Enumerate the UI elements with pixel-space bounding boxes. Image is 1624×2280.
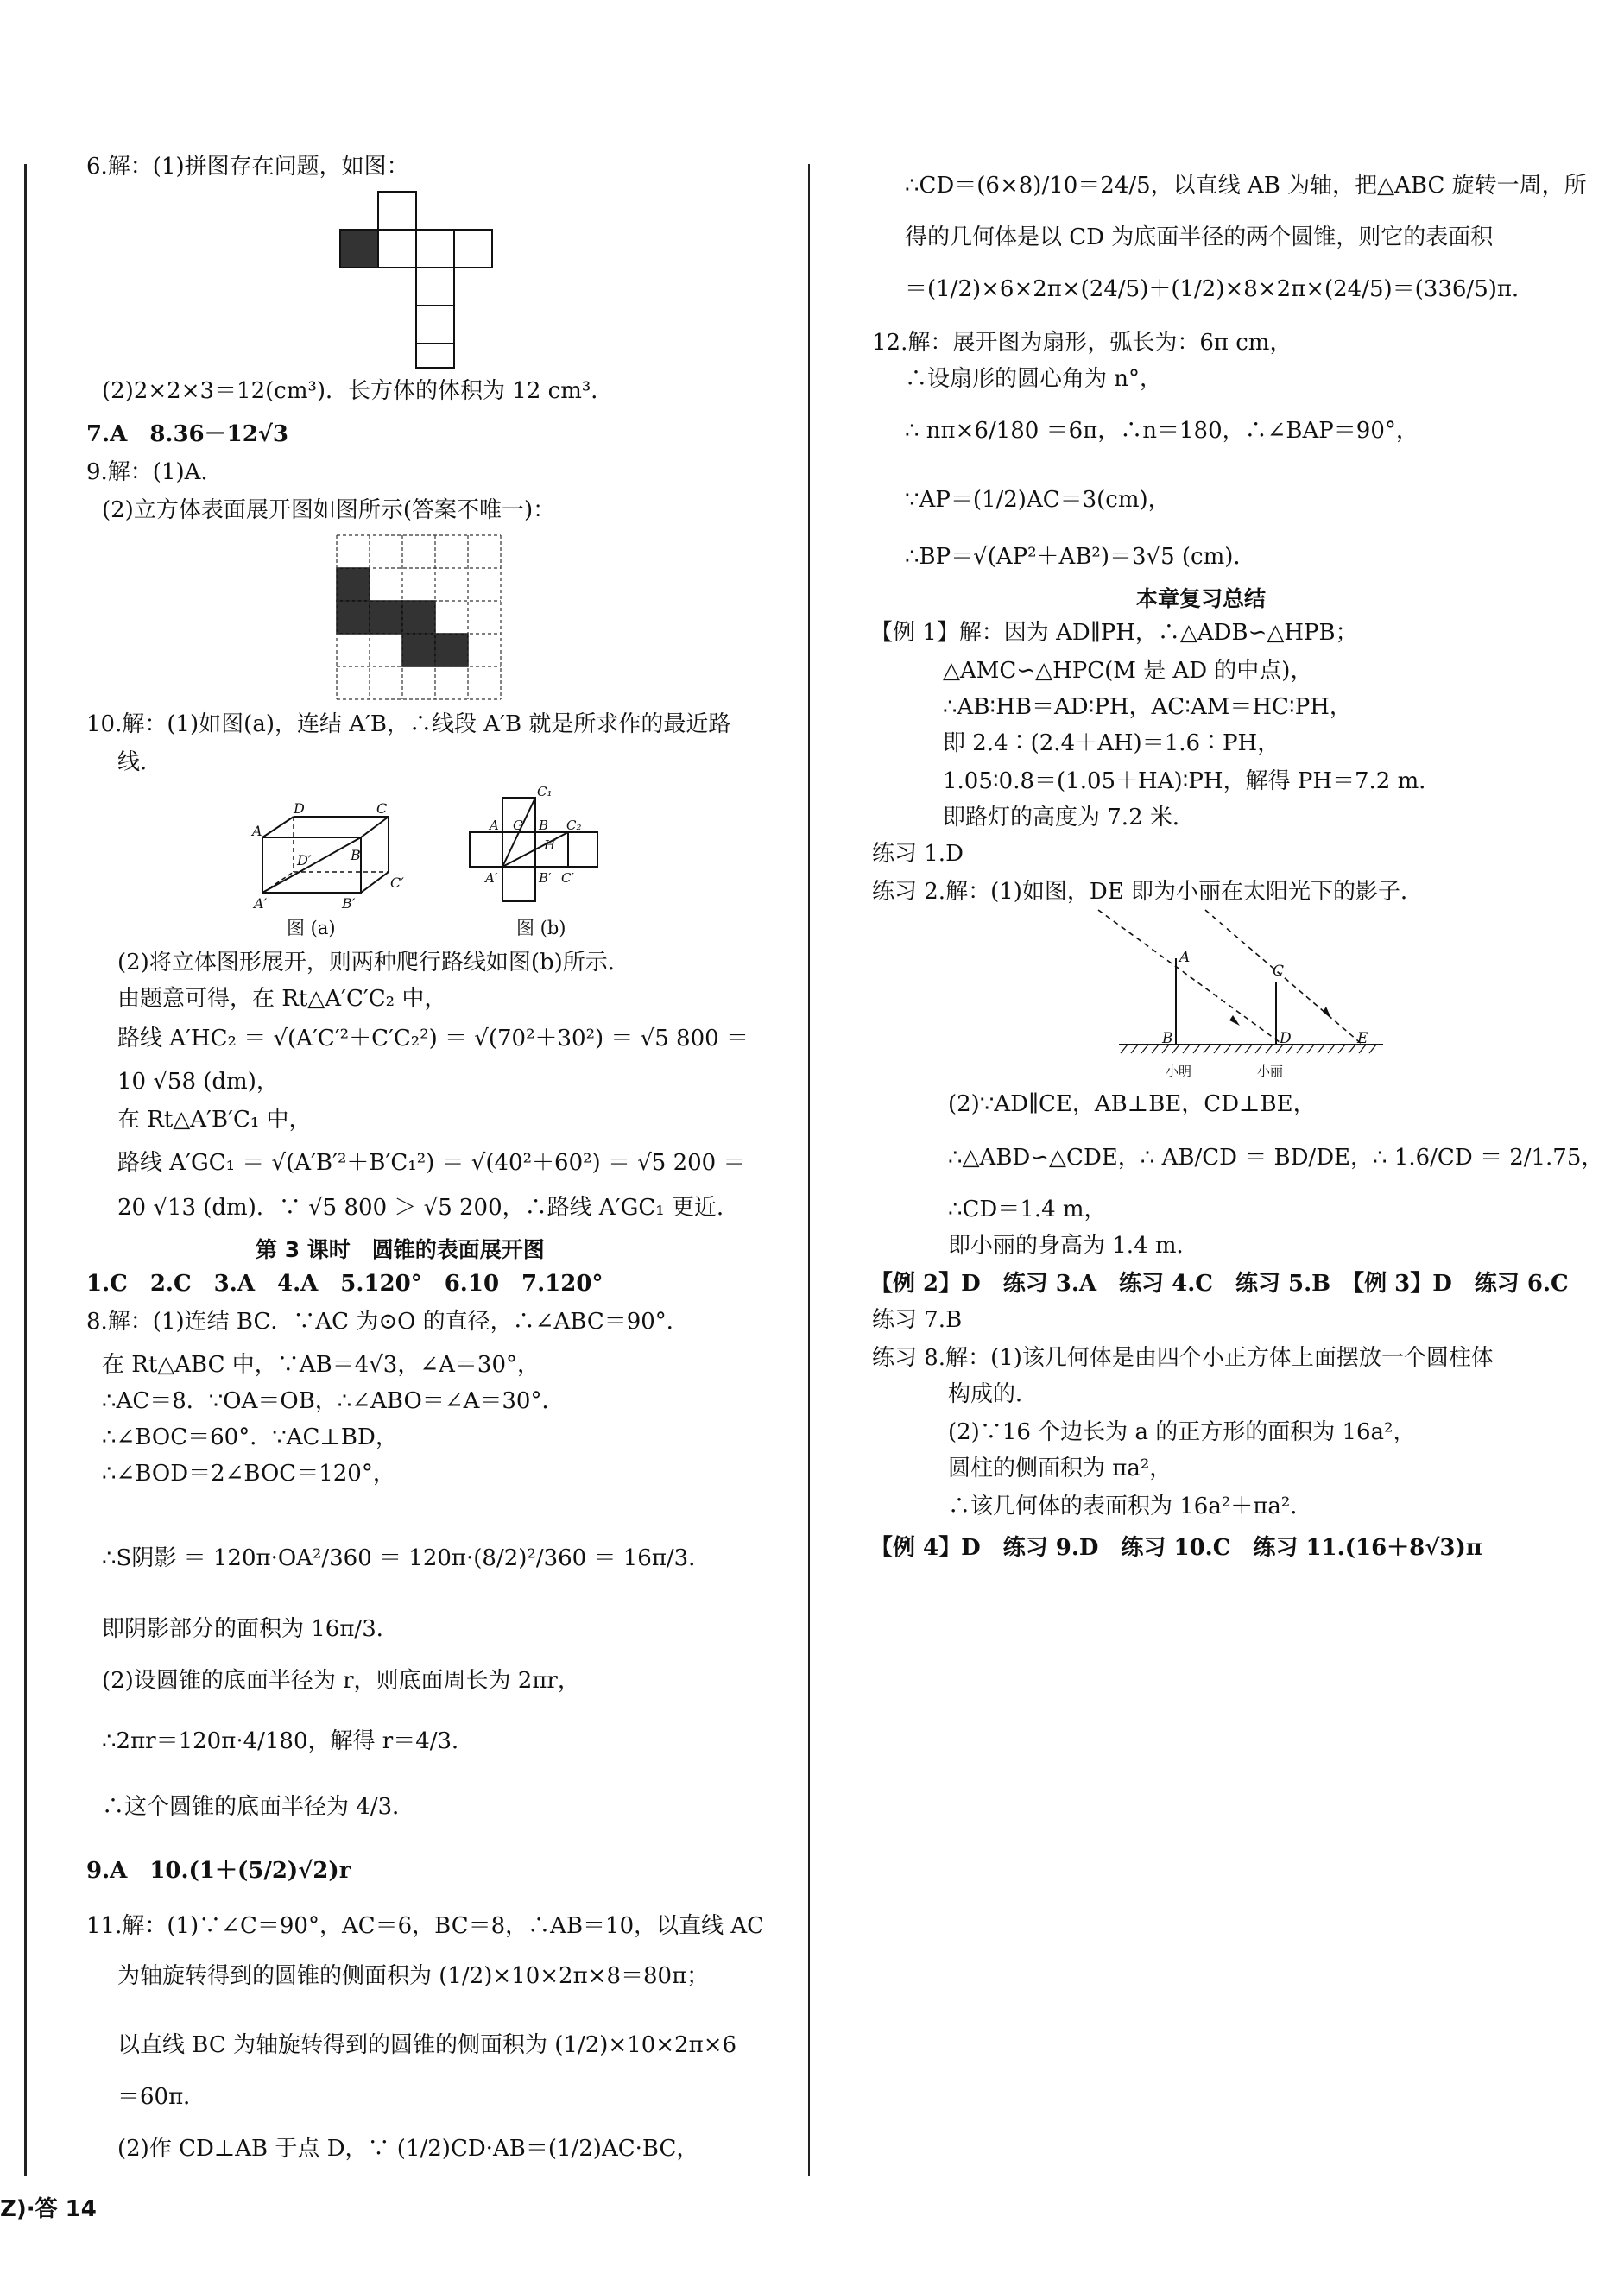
- q8-line1: 8.解：(1)连结 BC．∵AC 为⊙O 的直径，∴∠ABC＝90°．: [86, 1309, 689, 1335]
- practice7: 练习 7.B: [872, 1307, 963, 1333]
- svg-text:A: A: [490, 818, 499, 833]
- svg-text:A: A: [1179, 949, 1191, 966]
- example1-line5: 1.05∶0.8＝(1.05＋HA)∶PH，解得 PH＝7.2 m．: [943, 768, 1442, 794]
- page-footer: Z)·答 14: [0, 2196, 97, 2222]
- example1-line1: 【例 1】解：因为 AD∥PH，∴△ADB∽△HPB；: [870, 620, 1358, 646]
- practice8-line4: 圆柱的侧面积为 πa²，: [948, 1456, 1172, 1481]
- svg-text:H: H: [544, 837, 556, 853]
- practice8-line3: (2)∵16 个边长为 a 的正方形的面积为 16a²，: [948, 1419, 1416, 1445]
- q10-figure-b-caption: 图 (b): [516, 918, 566, 938]
- practice8-line5: ∴该几何体的表面积为 16a²＋πa²．: [948, 1494, 1313, 1519]
- practice2-line1: 练习 2.解：(1)如图，DE 即为小丽在太阳光下的影子．: [872, 879, 1423, 905]
- svg-text:C′: C′: [561, 870, 574, 886]
- svg-text:C: C: [376, 801, 388, 817]
- practice2-line5: 即小丽的身高为 1.4 m．: [948, 1233, 1199, 1259]
- svg-text:D′: D′: [297, 852, 312, 868]
- q10-line6: 10 √58 (dm)，: [117, 1069, 279, 1095]
- q12-line2: ∴设扇形的圆心角为 n°，: [905, 366, 1163, 392]
- chapter-summary-title: 本章复习总结: [1136, 586, 1267, 611]
- q11-line1: 11.解：(1)∵∠C＝90°，AC＝6，BC＝8，∴AB＝10，以直线 AC: [86, 1913, 765, 1939]
- svg-text:C′: C′: [390, 875, 404, 891]
- lesson3-mc-answers: 1.C 2.C 3.A 4.A 5.120° 6.10 7.120°: [86, 1271, 603, 1297]
- svg-text:B: B: [1162, 1030, 1173, 1047]
- q12-line5: ∴BP＝√(AP²＋AB²)＝3√5 (cm)．: [905, 544, 1256, 570]
- column-divider: [808, 164, 810, 2176]
- left-margin-rule: [24, 164, 27, 2176]
- label-ming: 小明: [1166, 1064, 1192, 1079]
- practice2-line2: (2)∵AD∥CE，AB⊥BE，CD⊥BE，: [948, 1091, 1316, 1117]
- example2-row: 【例 2】D 练习 3.A 练习 4.C 练习 5.B 【例 3】D 练习 6.C: [870, 1271, 1569, 1297]
- q12-line4: ∵AP＝(1/2)AC＝3(cm)，: [905, 487, 1171, 513]
- q7-8-answers: 7.A 8.36－12√3: [86, 421, 289, 447]
- svg-text:B′: B′: [539, 870, 552, 886]
- q10-line2: 线．: [117, 749, 163, 775]
- q12-line1: 12.解：展开图为扇形，弧长为：6π cm，: [872, 330, 1292, 356]
- q6-title: 6.解：(1)拼图存在问题，如图：: [86, 154, 409, 180]
- q10-figure-b-unfolded: [466, 782, 622, 903]
- svg-text:D: D: [294, 801, 305, 817]
- q10-figure-a-cuboid: [250, 801, 406, 915]
- q10-line8: 路线 A′GC₁ ＝ √(A′B′²＋B′C₁²) ＝ √(40²＋60²) ＝ √5 200 ＝: [117, 1150, 746, 1176]
- q8-line6: ∴S阴影 ＝ 120π·OA²/360 ＝ 120π·(8/2)²/360 ＝ 16π/3．: [102, 1545, 711, 1571]
- q6-part2: (2)2×2×3＝12(cm³)．长方体的体积为 12 cm³．: [102, 378, 614, 404]
- svg-text:B: B: [351, 847, 361, 863]
- q8-line4: ∴∠BOC＝60°．∵AC⊥BD，: [102, 1424, 398, 1450]
- svg-text:C: C: [1273, 963, 1285, 980]
- q12-line3: ∴ nπ×6/180 ＝6π，∴n＝180，∴∠BAP＝90°，: [905, 418, 1419, 444]
- q8-line8: (2)设圆锥的底面半径为 r，则底面周长为 2πr，: [102, 1668, 580, 1694]
- svg-text:C₁: C₁: [537, 784, 553, 799]
- q8-line2: 在 Rt△ABC 中，∵AB＝4√3，∠A＝30°，: [102, 1352, 540, 1378]
- svg-text:B′: B′: [342, 895, 356, 912]
- q8-line7: 即阴影部分的面积为 16π/3．: [102, 1616, 399, 1642]
- q10-line1: 10.解：(1)如图(a)，连结 A′B，∴线段 A′B 就是所求作的最近路: [86, 711, 731, 737]
- example4-row: 【例 4】D 练习 9.D 练习 10.C 练习 11.(16＋8√3)π: [870, 1535, 1482, 1561]
- example1-line4: 即 2.4∶(2.4＋AH)＝1.6∶PH，: [943, 730, 1280, 756]
- svg-text:D: D: [1280, 1030, 1292, 1047]
- q9-cube-net-grid: [335, 534, 504, 703]
- svg-text:B: B: [539, 818, 549, 833]
- example1-line2: △AMC∽△HPC(M 是 AD 的中点)，: [943, 658, 1313, 684]
- q9-10-answers: 9.A 10.(1＋(5/2)√2)r: [86, 1858, 351, 1884]
- q11-line4: ＝60π．: [117, 2084, 206, 2110]
- svg-text:G: G: [513, 818, 523, 833]
- svg-text:E: E: [1357, 1030, 1368, 1047]
- q11-cont-line3: ＝(1/2)×6×2π×(24/5)＋(1/2)×8×2π×(24/5)＝(336/5)π．: [905, 276, 1534, 302]
- q10-line9: 20 √13 (dm)．∵ √5 800 ＞ √5 200，∴路线 A′GC₁ 更近．: [117, 1195, 739, 1221]
- practice1: 练习 1.D: [872, 841, 964, 867]
- svg-text:A: A: [252, 823, 262, 839]
- lesson3-title: 第 3 课时 圆锥的表面展开图: [256, 1237, 545, 1262]
- q11-cont-line2: 得的几何体是以 CD 为底面半径的两个圆锥，则它的表面积: [905, 224, 1494, 250]
- example1-line6: 即路灯的高度为 7.2 米．: [943, 805, 1195, 831]
- q9-title: 9.解：(1)A.: [86, 459, 208, 485]
- svg-text:C₂: C₂: [566, 818, 582, 833]
- q10-line3: (2)将立体图形展开，则两种爬行路线如图(b)所示．: [117, 950, 630, 976]
- q10-line5: 路线 A′HC₂ ＝ √(A′C′²＋C′C₂²) ＝ √(70²＋30²) ＝ √5 800 ＝: [117, 1026, 749, 1052]
- practice2-line3: ∴△ABD∽△CDE，∴ AB/CD ＝ BD/DE，∴ 1.6/CD ＝ 2/1.75，: [948, 1145, 1604, 1171]
- q8-line10: ∴这个圆锥的底面半径为 4/3．: [102, 1794, 415, 1820]
- q11-line2: 为轴旋转得到的圆锥的侧面积为 (1/2)×10×2π×8＝80π；: [117, 1963, 710, 1989]
- svg-text:A′: A′: [254, 895, 268, 912]
- practice8-line2: 构成的．: [948, 1381, 1039, 1407]
- q11-line5: (2)作 CD⊥AB 于点 D，∵ (1/2)CD·AB＝(1/2)AC·BC，: [117, 2136, 699, 2162]
- q9-part2: (2)立方体表面展开图如图所示(答案不唯一)：: [102, 497, 556, 523]
- practice2-line4: ∴CD＝1.4 m，: [948, 1197, 1107, 1222]
- q10-line7: 在 Rt△A′B′C₁ 中，: [117, 1107, 312, 1133]
- practice8-line1: 练习 8.解：(1)该几何体是由四个小正方体上面摆放一个圆柱体: [872, 1345, 1494, 1371]
- svg-text:A′: A′: [485, 870, 498, 886]
- q8-line3: ∴AC＝8．∵OA＝OB，∴∠ABO＝∠A＝30°．: [102, 1388, 565, 1414]
- q11-line3: 以直线 BC 为轴旋转得到的圆锥的侧面积为 (1/2)×10×2π×6: [117, 2032, 737, 2058]
- q6-net-figure: [337, 190, 527, 371]
- q10-figure-a-caption: 图 (a): [287, 918, 336, 938]
- label-li: 小丽: [1257, 1064, 1284, 1079]
- q8-line5: ∴∠BOD＝2∠BOC＝120°，: [102, 1461, 395, 1487]
- q10-line4: 由题意可得，在 Rt△A′C′C₂ 中，: [117, 986, 447, 1012]
- example1-line3: ∴AB∶HB＝AD∶PH，AC∶AM＝HC∶PH，: [943, 694, 1352, 720]
- practice2-shadow-figure: [1096, 908, 1390, 1081]
- q11-cont-line1: ∴CD＝(6×8)/10＝24/5，以直线 AB 为轴，把△ABC 旋转一周，所: [905, 173, 1587, 199]
- q8-line9: ∴2πr＝120π·4/180，解得 r＝4/3．: [102, 1728, 475, 1754]
